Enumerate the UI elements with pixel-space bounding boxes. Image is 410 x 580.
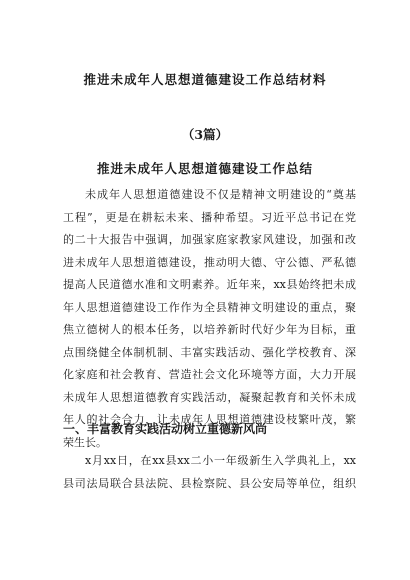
document-title: 推进未成年人思想道德建设工作总结材料 — [83, 72, 327, 87]
paragraph-line: 的二十大报告中强调，加强家庭家教家风建设，加强和改 — [63, 233, 356, 246]
paragraph-line: 未成年人思想道德建设不仅是精神文明建设的“奠基 — [85, 188, 356, 201]
paragraph-line: 化家庭和社会教育、营造社会文化环境等方面，大力开展 — [63, 368, 356, 381]
paragraph-line: 年人的社会合力，让未成年人思想道德建设枝繁叶茂，繁 — [63, 413, 356, 426]
section-title: 推进未成年人思想道德建设工作总结 — [96, 161, 313, 176]
paragraph-line: 点围绕健全体制机制、丰富实践活动、强化学校教育、深 — [63, 345, 356, 359]
section-heading-1: 一、丰富教育实践活动树立重德新风尚 — [63, 422, 268, 436]
document-count-label: （3篇） — [181, 127, 229, 142]
paragraph-line: 进未成年人思想道德建设，推动明大德、守公德、严私德 — [63, 255, 356, 269]
paragraph-line: 荣生长。 — [63, 435, 107, 449]
paragraph-line: 年人思想道德建设工作作为全县精神文明建设的重点，聚 — [63, 300, 356, 314]
paragraph-line: 未成年人思想道德教育实践活动，凝聚起教育和关怀未成 — [63, 390, 356, 404]
paragraph-line: x月xx日，在xx县xx二小一年级新生入学典礼上，xx — [85, 454, 356, 467]
paragraph-line: 焦立德树人的根本任务，以培养新时代好少年为目标，重 — [63, 323, 356, 336]
paragraph-1 — [63, 184, 356, 454]
paragraph-line: 县司法局联合县法院、县检察院、县公安局等单位，组织 — [63, 476, 356, 490]
paragraph-2 — [63, 450, 356, 495]
paragraph-line: 提高人民道德水准和文明素养。近年来，xx县始终把未成 — [63, 278, 356, 291]
paragraph-line: 工程”，更是在耕耘未来、播种希望。习近平总书记在党 — [63, 210, 356, 224]
